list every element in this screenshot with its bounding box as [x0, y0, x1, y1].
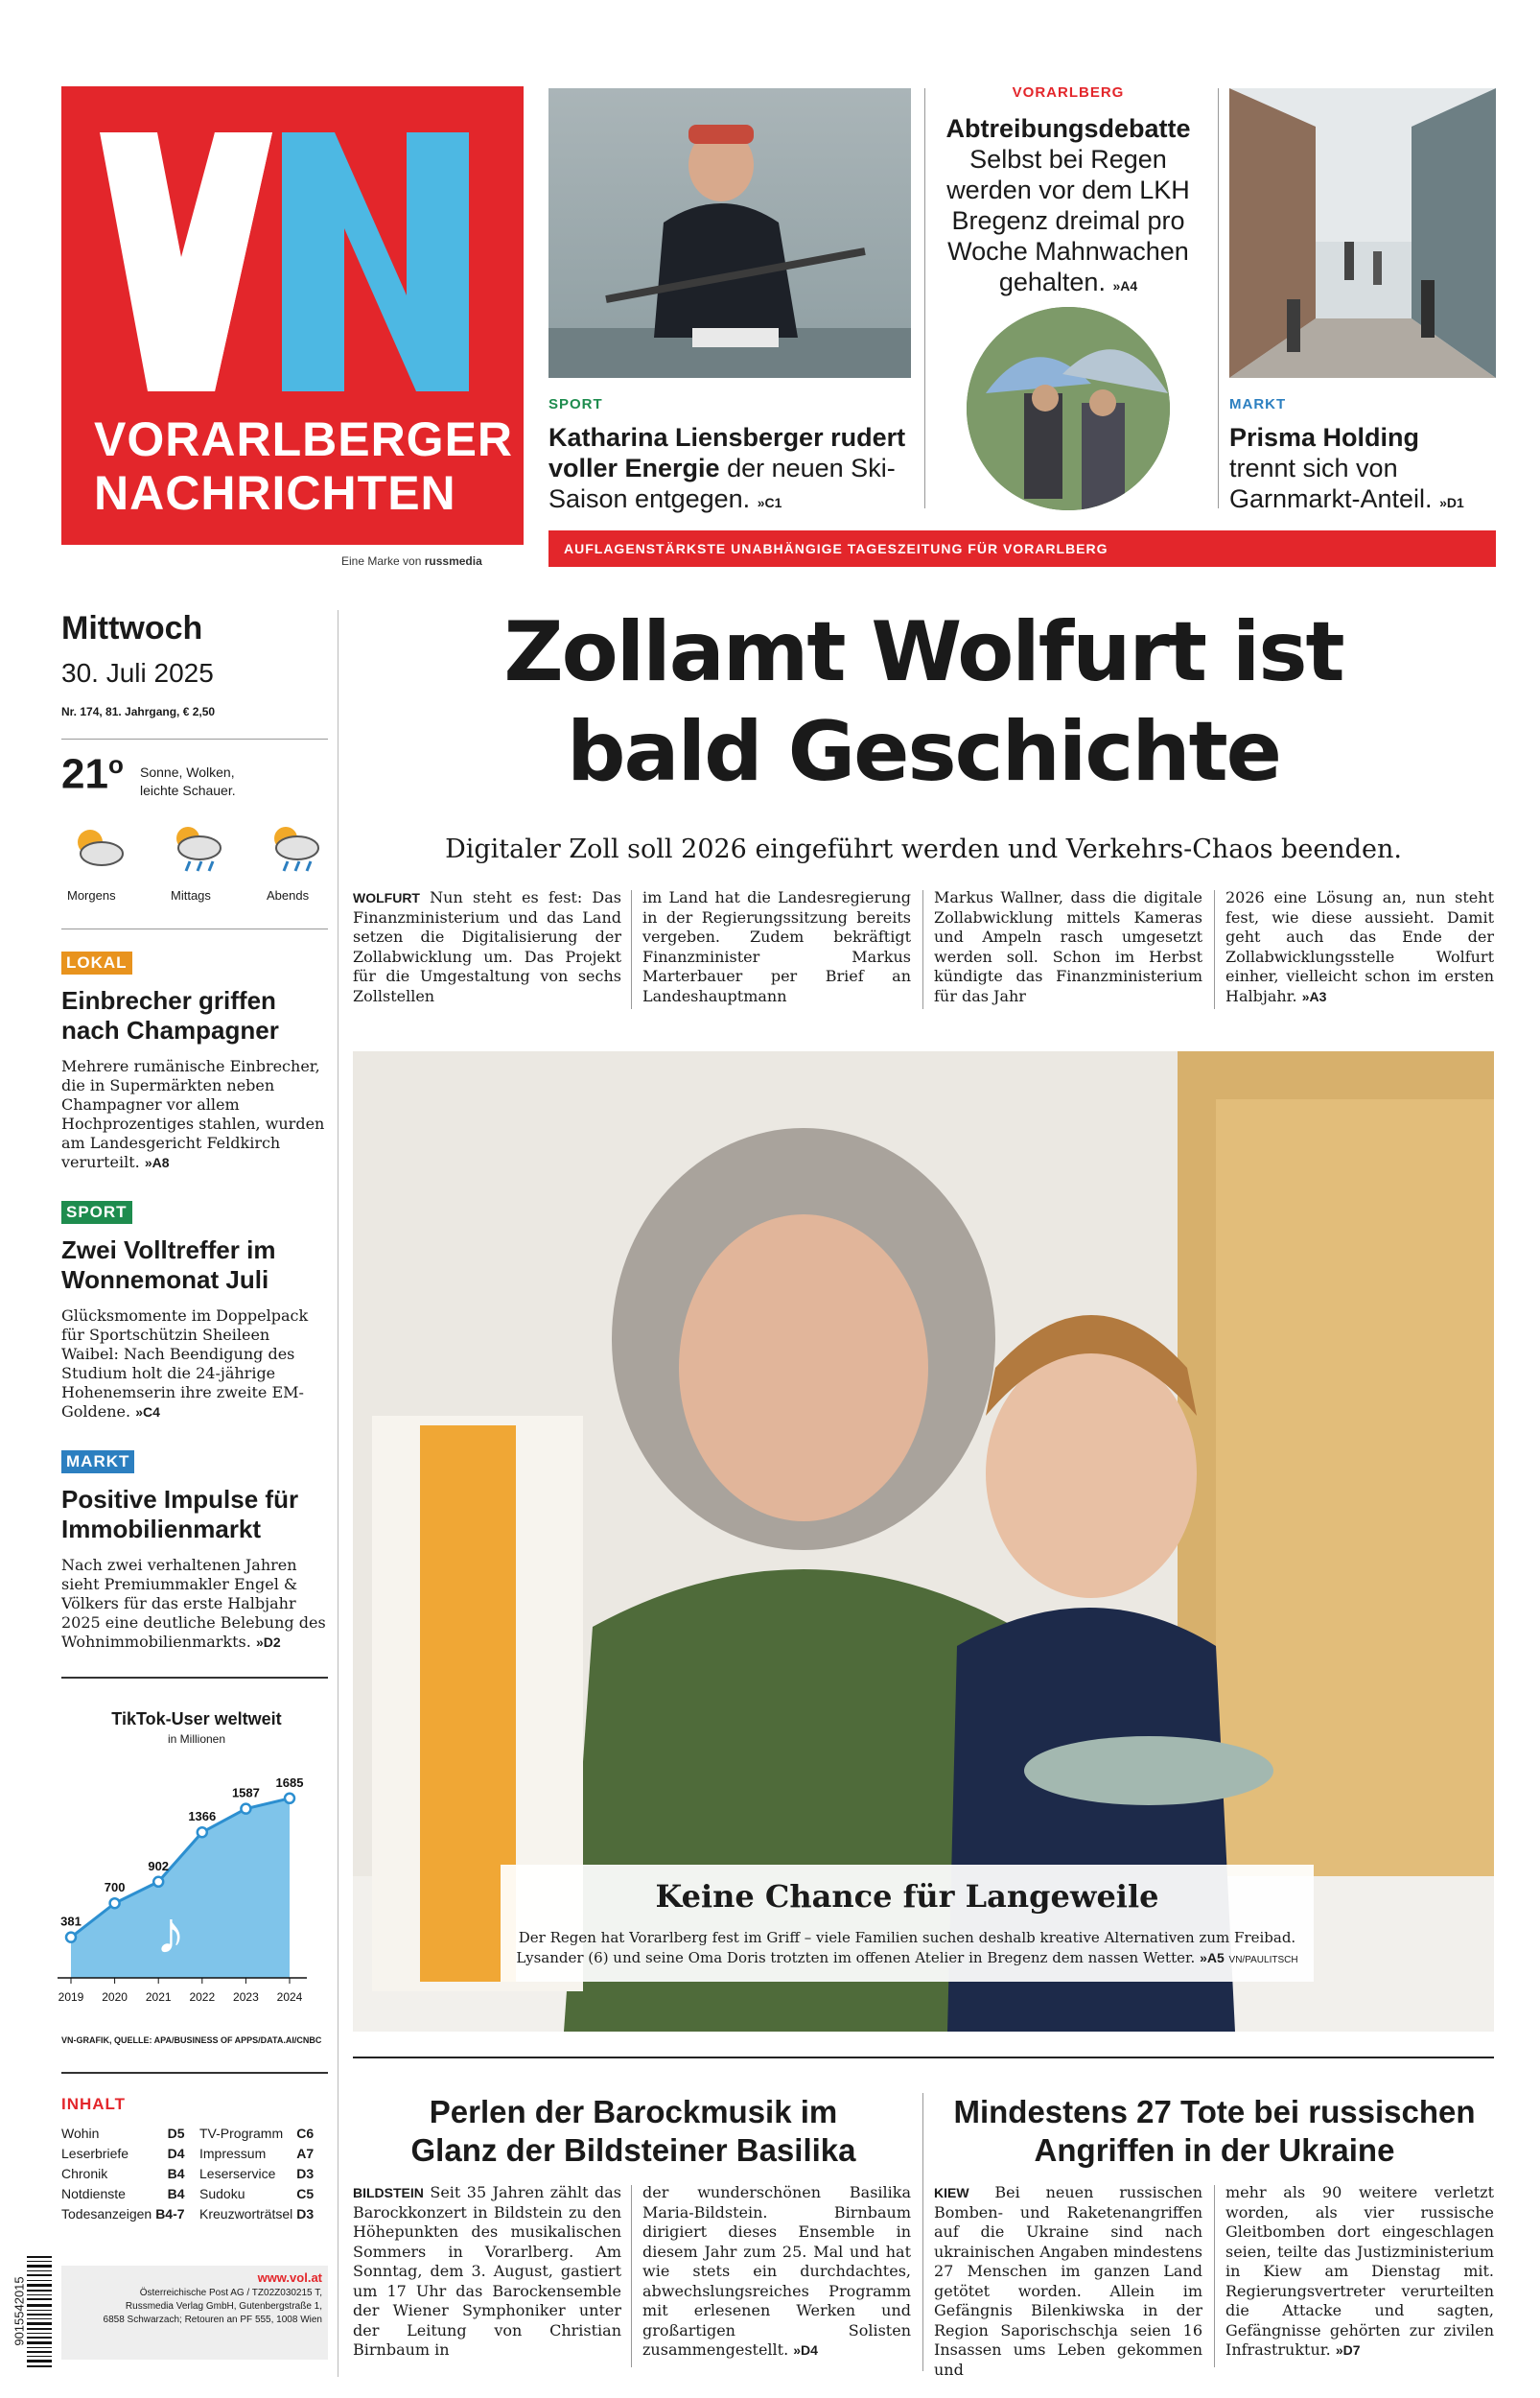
- lead-column-1: [353, 888, 621, 1006]
- teaser-sport-ref: »C1: [757, 495, 782, 510]
- teaser-sport-kicker: SPORT: [548, 396, 603, 412]
- chart-value-label: 700: [104, 1880, 126, 1895]
- barcode: [4, 2254, 54, 2369]
- story-left-ref: »D4: [793, 2342, 818, 2358]
- weather-desc-line1: Sonne, Wolken,: [140, 764, 235, 780]
- inhalt-row[interactable]: [198, 2144, 327, 2164]
- inhalt-label: Leserservice: [199, 2166, 276, 2181]
- teaser-markt-head: Prisma Holding: [1229, 423, 1420, 452]
- inhalt-row[interactable]: [59, 2164, 198, 2184]
- photo-headline[interactable]: Keine Chance für Langeweile: [655, 1878, 1159, 1915]
- edition-info: Nr. 174, 81. Jahrgang, € 2,50: [61, 705, 216, 718]
- brand-line: [341, 554, 482, 568]
- divider: [61, 739, 328, 740]
- inhalt-row[interactable]: [198, 2184, 327, 2204]
- photo-caption-box: [501, 1865, 1314, 1982]
- teaser-markt[interactable]: [1229, 422, 1496, 518]
- teaser-vorarlberg-ref: »A4: [1112, 278, 1138, 294]
- forecast-noon: Mittags: [171, 888, 211, 903]
- inhalt-row[interactable]: [59, 2144, 198, 2164]
- story-left-headline-line1: Perlen der Barockmusik im: [429, 2094, 838, 2129]
- inhalt-label: Todesanzeigen: [61, 2206, 152, 2222]
- inhalt-page: A7: [296, 2146, 315, 2161]
- story-right-headline[interactable]: [934, 2093, 1495, 2170]
- chart-x-tick-label: 2021: [145, 1990, 172, 2004]
- teaser-vorarlberg-kicker: VORARLBERG: [1012, 84, 1125, 101]
- divider: [61, 2072, 328, 2074]
- chart-x-tick-label: 2019: [58, 1990, 84, 2004]
- story-right-ref: »D7: [1335, 2342, 1361, 2358]
- inhalt-left-table: [59, 2124, 198, 2224]
- teaser-sport-text: der neuen Ski-Saison entgegen.: [548, 454, 896, 513]
- lead-ref: »A3: [1301, 988, 1327, 1004]
- weekday: Mittwoch: [61, 610, 203, 647]
- logo-name: [94, 412, 513, 520]
- story-left-column-2: [642, 2183, 911, 2361]
- sun-cloud-icon: [67, 821, 128, 875]
- chart-value-label: 1685: [275, 1775, 304, 1790]
- inhalt-right-table: [198, 2124, 327, 2224]
- umbrella-photo: [967, 307, 1170, 510]
- lead-subhead: Digitaler Zoll soll 2026 eingeführt werden und Verkehrs-Chaos beenden.: [445, 835, 1402, 864]
- story-right-headline-line1: Mindestens 27 Tote bei russischen: [953, 2094, 1476, 2129]
- story-right-text: Bei neuen russischen Bomben- und Raketenangriffen auf die Ukraine sind nach ukrainischen Angaben mindestens 27 Menschen im ganzen Land getötet worden. Allein im Gefängnis Bilenkiwska in der Region Saporischschja seien 16 Insassen ums Leben gekommen und: [934, 2183, 1203, 2379]
- lead-headline[interactable]: [353, 602, 1494, 802]
- barcode-number: 9015542015: [12, 2276, 27, 2346]
- lead-column-text: 2026 eine Lösung an, nun steht fest, wie diese aussieht. Damit geht auch das Ende der Zollabwicklungsstelle Wolfurt einher, vielleicht schon im ersten Halbjahr.: [1225, 888, 1494, 1005]
- chart-point: [110, 1898, 120, 1908]
- chart-x-tick-label: 2024: [276, 1990, 303, 2004]
- inhalt-row[interactable]: [59, 2184, 198, 2204]
- inhalt-label: TV-Programm: [199, 2126, 284, 2141]
- postal-line2: Russmedia Verlag GmbH, Gutenbergstraße 1,: [125, 2301, 322, 2312]
- photo-caption-line2: Lysander (6) und seine Oma Doris trotzten im offenen Atelier in Bregenz dem nassen Wetter.: [516, 1949, 1196, 1966]
- inhalt-page: B4-7: [155, 2206, 185, 2222]
- teaser-vorarlberg-text: Selbst bei Regen werden vor dem LKH Bregenz dreimal pro Woche Mahnwachen gehalten.: [946, 145, 1190, 296]
- postal-line3: 6858 Schwarzach; Retouren an PF 555, 1008 Wien: [103, 2315, 322, 2325]
- chart-point: [66, 1933, 76, 1942]
- photo-caption: [501, 1928, 1314, 1970]
- inhalt-label: Chronik: [61, 2166, 108, 2181]
- issue-date: 30. Juli 2025: [61, 658, 214, 688]
- story-right-headline-line2: Angriffen in der Ukraine: [1034, 2132, 1395, 2168]
- inhalt-title: INHALT: [61, 2095, 127, 2113]
- story-left-text: Seit 35 Jahren zählt das Barockkonzert in Bildstein zu den Höhepunkten des musikalischen Sommers in Vorarlberg. Am Sonntag, dem 3. August, gastiert um 17 Uhr das Barockensemble der Wiener Symphoniker unter der Leitung von Christian Birnbaum in: [353, 2183, 622, 2359]
- street-photo: [1229, 88, 1496, 378]
- chart-point: [153, 1877, 163, 1887]
- sidebar-story-ref: »A8: [144, 1155, 170, 1170]
- tiktok-logo-icon: ♪: [155, 1900, 186, 1966]
- forecast-evening: Abends: [267, 888, 310, 903]
- postal-line1: Österreichische Post AG / TZ02Z030215 T,: [139, 2288, 322, 2298]
- chart-x-tick-label: 2023: [233, 1990, 259, 2004]
- lead-headline-line1: Zollamt Wolfurt ist: [503, 604, 1343, 700]
- inhalt-label: Notdienste: [61, 2186, 126, 2201]
- vn-logo[interactable]: [61, 86, 524, 545]
- lead-column-4: [1225, 888, 1494, 1006]
- chart-subtitle: in Millionen: [167, 1732, 226, 1746]
- degree-sign: o: [107, 750, 124, 779]
- sidebar-story-text: [61, 1306, 330, 1422]
- story-left-column-1: [353, 2183, 621, 2361]
- inhalt-page: D3: [296, 2166, 315, 2181]
- inhalt-row[interactable]: [59, 2204, 198, 2224]
- postal-info: [61, 2266, 328, 2360]
- story-left-headline[interactable]: [353, 2093, 914, 2170]
- chart-x-tick-label: 2022: [189, 1990, 216, 2004]
- weather-forecast: [61, 821, 339, 907]
- inhalt-row[interactable]: [198, 2164, 327, 2184]
- inhalt-page: C5: [296, 2186, 315, 2201]
- story-right-column-2: [1225, 2183, 1494, 2361]
- inhalt-page: D4: [167, 2146, 185, 2161]
- forecast-morning: Morgens: [67, 888, 116, 903]
- sidebar-story-text: [61, 1057, 330, 1172]
- tiktok-chart: [58, 1709, 336, 2035]
- sidebar-story-body: Nach zwei verhaltenen Jahren sieht Premiummakler Engel & Völkers für das erste Halbjahr 2025 eine deutliche Belebung des Wohnimmobilienmarkts.: [61, 1556, 326, 1651]
- story-left-headline-line2: Glanz der Bildsteiner Basilika: [410, 2132, 856, 2168]
- brand-name: russmedia: [424, 554, 482, 568]
- website-link[interactable]: www.vol.at: [257, 2270, 322, 2285]
- chart-value-label: 1587: [231, 1785, 260, 1800]
- sidebar-story-ref: »D2: [255, 1634, 281, 1650]
- column-divider: [631, 2185, 632, 2367]
- inhalt-row[interactable]: [59, 2124, 198, 2144]
- chart-plot: [58, 1748, 336, 2035]
- tag-sport: SPORT: [61, 1201, 132, 1224]
- teaser-markt-kicker: MARKT: [1229, 396, 1287, 412]
- inhalt-label: Kreuzworträtsel: [199, 2206, 293, 2222]
- column-divider: [631, 890, 632, 1009]
- divider: [61, 1677, 328, 1679]
- rower-photo: [548, 88, 911, 378]
- lead-column-3: Markus Wallner, dass die digitale Zollabwicklung mittels Kameras und Ampeln rasch umgesetzt werden soll. Schon im Herbst kündigte das Finanzministerium für das Jahr: [934, 888, 1202, 1005]
- chart-point: [285, 1794, 294, 1803]
- inhalt-page: B4: [167, 2166, 185, 2181]
- teaser-markt-ref: »D1: [1439, 495, 1464, 510]
- section-rule: [353, 2057, 1494, 2058]
- inhalt-page: D5: [167, 2126, 185, 2141]
- sidebar-story-head[interactable]: Einbrecher griffen nach Champagner: [61, 986, 279, 1045]
- lead-dateline: WOLFURT: [353, 890, 420, 905]
- sidebar-story-text: [61, 1556, 330, 1652]
- logo-name-line1: VORARLBERGER: [94, 412, 514, 466]
- inhalt-label: Sudoku: [199, 2186, 245, 2201]
- lead-headline-line2: bald Geschichte: [567, 704, 1280, 800]
- chart-value-label: 1366: [188, 1809, 217, 1824]
- inhalt-row[interactable]: [198, 2124, 327, 2144]
- sun-rain-icon: [263, 821, 324, 875]
- lead-column-2: im Land hat die Landesregierung in der Regierungssitzung bereits vergeben. Zudem bekräftigt Finanzminister Markus Marterbauer per Brief an Landeshauptmann: [642, 888, 911, 1005]
- photo-credit: VN/PAULITSCH: [1228, 1955, 1298, 1965]
- sun-rain-icon: [165, 821, 226, 875]
- teaser-vorarlberg-head: Abtreibungsdebatte: [945, 114, 1191, 143]
- teaser-markt-text: trennt sich von Garnmarkt-Anteil.: [1229, 454, 1433, 513]
- chart-point: [241, 1804, 250, 1814]
- vn-logo-letters: [90, 113, 493, 401]
- photo-ref: »A5: [1200, 1950, 1225, 1965]
- temperature-value: 21: [61, 750, 108, 798]
- sidebar-story-head[interactable]: Positive Impulse für Immobilienmarkt: [61, 1485, 299, 1543]
- tag-markt: MARKT: [61, 1450, 134, 1473]
- column-divider: [1214, 2185, 1215, 2367]
- tag-lokal: LOKAL: [61, 952, 132, 975]
- inhalt-label: Impressum: [199, 2146, 267, 2161]
- column-divider: [1214, 890, 1215, 1009]
- inhalt-page: C6: [296, 2126, 315, 2141]
- temperature: [61, 750, 124, 799]
- weather-desc-line2: leichte Schauer.: [140, 783, 236, 798]
- sidebar-story-ref: »C4: [135, 1404, 160, 1420]
- chart-source: VN-GRAFIK, QUELLE: APA/BUSINESS OF APPS/DATA.AI/CNBC: [61, 2035, 322, 2045]
- chart-value-label: 902: [148, 1858, 170, 1873]
- story-left-text: der wunderschönen Basilika Maria-Bildstein. Birnbaum dirigiert dieses Ensemble in diesem Jahr zum 25. Mal und hat wie stets ein durchdachtes, abwechslungsreiches Programm mit erlesenen Werken und großartigen Solisten zusammengestellt.: [642, 2183, 911, 2359]
- story-right-text: mehr als 90 weitere verletzt worden, als vier russische Gleitbomben dort eingeschlagen seien, teilte das Justizministerium in Kiew am Dienstag mit. Regierungsvertreter verurteilten die Attacke und sagten, Gefängnisse gehörten zur zivilen Infrastruktur.: [1225, 2183, 1494, 2359]
- lead-column-text: Nun steht es fest: Das Finanzministerium und das Land setzen die Digitalisierung der Zollabwicklung um. Das Projekt für die Umgestaltung von sechs Zollstellen: [353, 888, 621, 1005]
- sidebar-story-body: Mehrere rumänische Einbrecher, die in Supermärkten neben Champagner vor allem Hochprozentiges stahlen, wurden am Landesgericht Feldkirch verurteilt.: [61, 1057, 325, 1171]
- column-divider: [922, 2093, 923, 2371]
- chart-title: TikTok-User weltweit: [111, 1709, 282, 1728]
- tagline-bar: AUFLAGENSTÄRKSTE UNABHÄNGIGE TAGESZEITUNG FÜR VORARLBERG: [548, 530, 1496, 567]
- column-divider: [922, 890, 923, 1009]
- teaser-sport-head: Katharina Liensberger rudert voller Energie: [548, 423, 906, 482]
- weather-description: [140, 764, 236, 800]
- logo-name-line2: NACHRICHTEN: [94, 466, 456, 520]
- story-right-column-1: [934, 2183, 1202, 2380]
- chart-x-tick-label: 2020: [102, 1990, 128, 2004]
- chart-point: [198, 1827, 207, 1837]
- story-left-dateline: BILDSTEIN: [353, 2185, 424, 2200]
- inhalt-page: B4: [167, 2186, 185, 2201]
- teaser-sport[interactable]: [548, 422, 911, 518]
- teaser-vorarlberg[interactable]: [924, 113, 1212, 301]
- inhalt-label: Wohin: [61, 2126, 100, 2141]
- chart-value-label: 381: [60, 1914, 82, 1929]
- photo-caption-line1: Der Regen hat Vorarlberg fest im Griff – viele Familien suchen deshalb kreative Alternativen zum Freibad.: [518, 1929, 1296, 1946]
- sidebar-story-head[interactable]: Zwei Volltreffer im Wonnemonat Juli: [61, 1235, 276, 1294]
- brand-prefix: Eine Marke von: [341, 554, 422, 568]
- inhalt-row[interactable]: [198, 2204, 327, 2224]
- story-right-dateline: KIEW: [934, 2185, 969, 2200]
- teaser-divider: [1218, 88, 1219, 508]
- sidebar-story-body: Glücksmomente im Doppelpack für Sportschützin Sheileen Waibel: Nach Beendigung des Studium holt die 24-jährige Hohenemserin ihre zweite EM-Goldene.: [61, 1306, 309, 1421]
- inhalt-label: Leserbriefe: [61, 2146, 129, 2161]
- inhalt-page: D3: [296, 2206, 315, 2222]
